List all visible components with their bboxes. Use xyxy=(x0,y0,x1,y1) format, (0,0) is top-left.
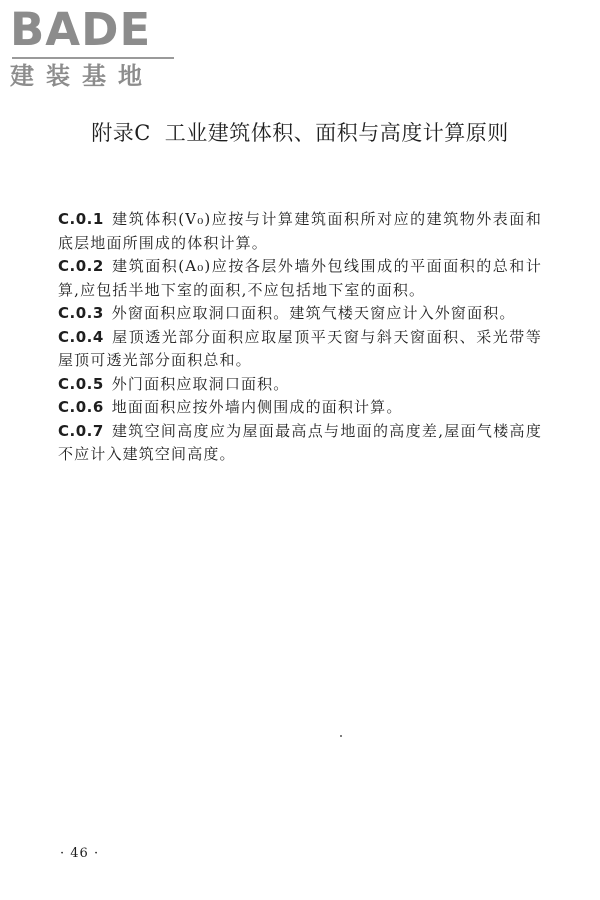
clause-text: 建筑面积(A₀)应按各层外墙外包线围成的平面面积的总和计算,应包括半地下室的面积,不应包括地下室的面积。 xyxy=(58,257,542,299)
clause-number: C.0.2 xyxy=(58,257,104,275)
clause-number: C.0.3 xyxy=(58,304,104,322)
clause-number: C.0.7 xyxy=(58,421,104,440)
clause-text: 屋顶透光部分面积应取屋顶平天窗与斜天窗面积、采光带等屋顶可透光部分面积总和。 xyxy=(58,327,542,369)
clause-number: C.0.1 xyxy=(58,210,104,228)
appendix-label: 附录C xyxy=(91,121,151,145)
clause-c-0-5 xyxy=(58,373,542,397)
clause-c-0-2 xyxy=(58,255,542,302)
watermark-latin-text: BADE xyxy=(10,3,152,56)
clause-c-0-3 xyxy=(58,302,542,326)
clause-number: C.0.4 xyxy=(58,327,104,346)
clause-c-0-6 xyxy=(58,396,542,420)
watermark-cjk-text: 建装基地 xyxy=(10,62,154,90)
appendix-title-text: 工业建筑体积、面积与高度计算原则 xyxy=(164,121,509,145)
clause-text: 外门面积应取洞口面积。 xyxy=(111,374,290,393)
clause-text: 建筑空间高度应为屋面最高点与地面的高度差,屋面气楼高度不应计入建筑空间高度。 xyxy=(58,421,542,463)
clause-c-0-1 xyxy=(58,208,542,255)
watermark-divider xyxy=(12,57,174,59)
scan-speck xyxy=(340,735,342,737)
clause-text: 建筑体积(V₀)应按与计算建筑面积所对应的建筑物外表面和底层地面所围成的体积计算。 xyxy=(58,210,542,252)
clause-c-0-7 xyxy=(58,420,542,467)
clause-number: C.0.6 xyxy=(58,398,104,416)
clause-c-0-4 xyxy=(58,326,542,373)
clause-list xyxy=(58,208,542,467)
clause-text: 地面面积应按外墙内侧围成的面积计算。 xyxy=(111,398,403,416)
brand-watermark xyxy=(8,4,178,90)
clause-number: C.0.5 xyxy=(58,374,104,393)
page-number: · 46 · xyxy=(60,846,100,861)
clause-text: 外窗面积应取洞口面积。建筑气楼天窗应计入外窗面积。 xyxy=(111,304,516,322)
appendix-title xyxy=(0,118,600,148)
